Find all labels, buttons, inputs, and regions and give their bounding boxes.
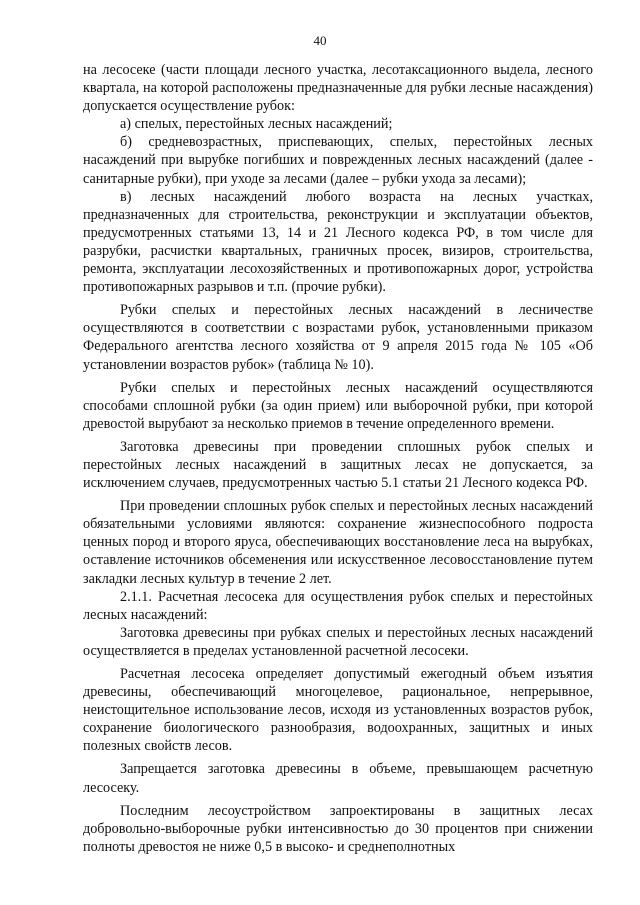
paragraph-8: При проведении сплошных рубок спелых и перестойных лесных насаждений обязательными условиями являются: сохранение жизнеспособного подроста ценных пород и второго яруса, обеспечивающих восстановление леса на вырубках, оставление источников обсеменения или искусственное лесовосстановление путем закладки лесных культур в течение 2 лет.: [83, 498, 593, 587]
paragraph-3: б) средневозрастных, приспевающих, спелых, перестойных лесных насаждений при вырубке погибших и поврежденных лесных насаждений (далее - санитарные рубки), при уходе за лесами (далее – рубки ухода за лесами);: [83, 134, 593, 187]
paragraph-11: Расчетная лесосека определяет допустимый ежегодный объем изъятия древесины, обеспечивающий многоцелевое, рациональное, непрерывное, неистощительное использование лесов, исходя из установленных возрастов рубок, сохранение биологического разнообразия, водоохранных, защитных и иных полезных свойств лесов.: [83, 666, 593, 755]
paragraph-10: Заготовка древесины при рубках спелых и перестойных лесных насаждений осуществляется в пределах установленной расчетной лесосеки.: [83, 624, 593, 659]
paragraph-7: Заготовка древесины при проведении сплошных рубок спелых и перестойных лесных насаждений в защитных лесах не допускается, за исключением случаев, предусмотренных частью 5.1 статьи 21 Лесного кодекса РФ.: [83, 438, 593, 492]
paragraph-9: 2.1.1. Расчетная лесосека для осуществления рубок спелых и перестойных лесных насаждений:: [83, 588, 593, 623]
paragraph-1: на лесосеке (части площади лесного участка, лесотаксационного выдела, лесного квартала, на которой расположены предназначенные для рубки лесные насаждения) допускается осуществление рубок:: [83, 62, 593, 115]
paragraph-12: Запрещается заготовка древесины в объеме, превышающем расчетную лесосеку.: [83, 761, 593, 796]
page-number: 40: [313, 33, 327, 48]
paragraph-6: Рубки спелых и перестойных лесных насаждений осуществляются способами сплошной рубки (за один прием) или выборочной рубки, при которой древостой вырубают за несколько приемов в течение определенного времени.: [83, 379, 593, 432]
paragraph-2: а) спелых, перестойных лесных насаждений;: [120, 116, 393, 133]
paragraph-13: Последним лесоустройством запроектированы в защитных лесах добровольно-выборочные рубки интенсивностью до 30 процентов при снижении полноты древостоя не ниже 0,5 в высоко- и среднеполнотных: [83, 802, 593, 855]
paragraph-4: в) лесных насаждений любого возраста на лесных участках, предназначенных для строительства, реконструкции и эксплуатации объектов, предусмотренных статьями 13, 14 и 21 Лесного кодекса РФ, в том числе для разрубки, расчистки квартальных, граничных просек, визиров, строительства, ремонта, эксплуатации лесохозяйственных и противопожарных дорог, устройства противопожарных разрывов и т.п. (прочие рубки).: [83, 188, 593, 296]
paragraph-5: Рубки спелых и перестойных лесных насаждений в лесничестве осуществляются в соответствии с возрастами рубок, установленными приказом Федерального агентства лесного хозяйства от 9 апреля 2015 года № 105 «Об установлении возрастов рубок» (таблица № 10).: [83, 302, 593, 373]
document-body: [83, 61, 593, 856]
